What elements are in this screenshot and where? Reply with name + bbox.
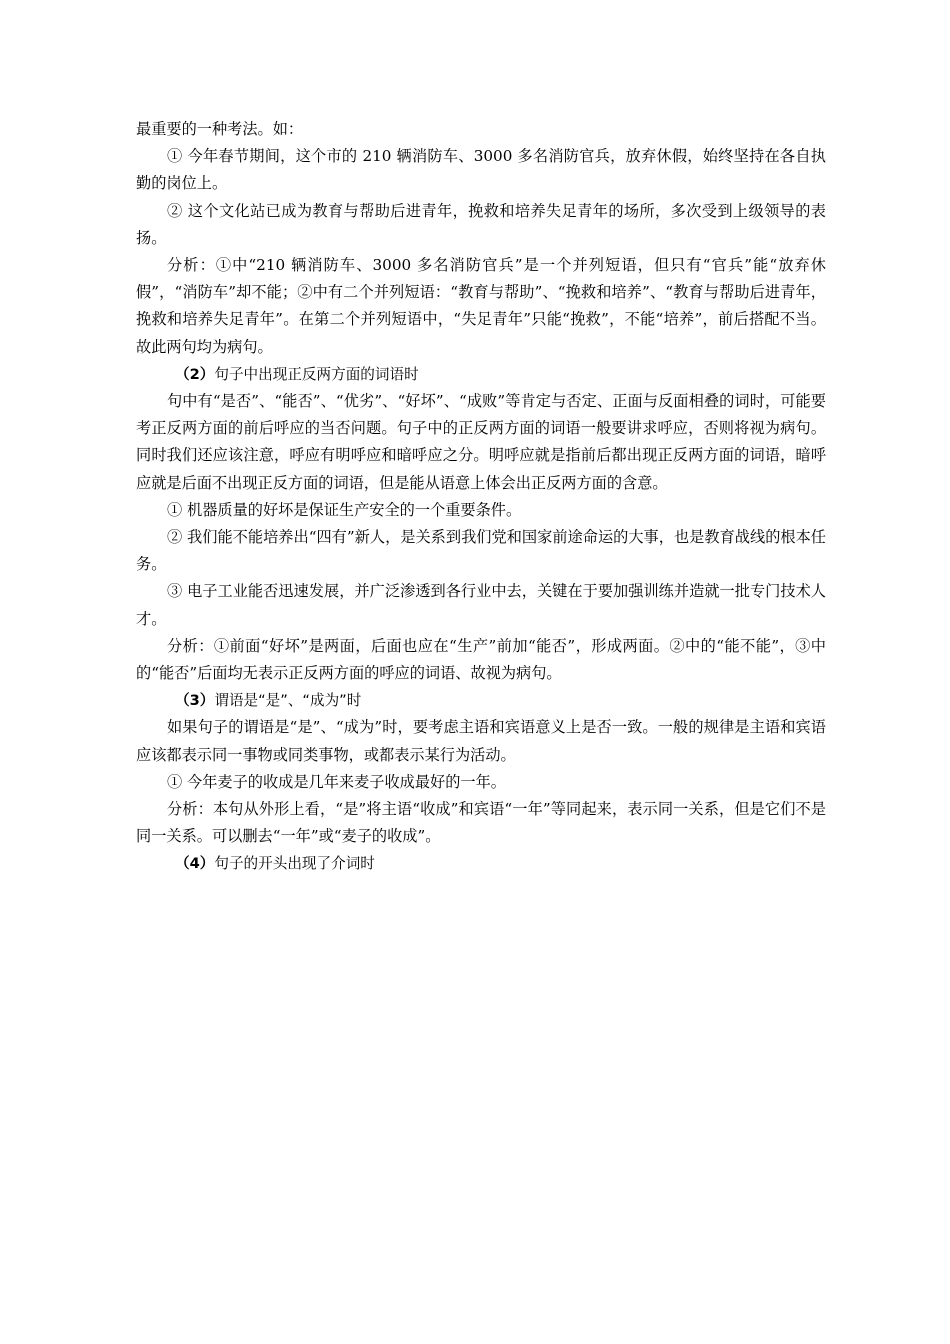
- example-sentence-4: ② 我们能不能培养出“四有”新人，是关系到我们党和国家前途命运的大事，也是教育战线的根本任务。: [136, 528, 826, 574]
- heading-text: 句子的开头出现了介词时: [214, 855, 375, 873]
- example-sentence-6: ① 今年麦子的收成是几年来麦子收成最好的一年。: [167, 772, 506, 791]
- section-heading-2: [136, 361, 826, 388]
- section-heading-3: [136, 687, 826, 714]
- heading-number: （4）: [175, 855, 215, 873]
- heading-number: （3）: [175, 692, 215, 710]
- analysis-paragraph-2: 分析：①前面“好坏”是两面，后面也应在“生产”前加“能否”，形成两面。②中的“能不能”，③中的“能否”后面均无表示正反两方面的呼应的词语、故视为病句。: [136, 636, 826, 683]
- example-sentence-3: ① 机器质量的好坏是保证生产安全的一个重要条件。: [167, 500, 522, 519]
- paragraph-intro: 最重要的一种考法。如：: [136, 120, 304, 138]
- example-sentence-5: ③ 电子工业能否迅速发展，并广泛渗透到各行业中去，关键在于要加强训练并造就一批专门技术人才。: [136, 582, 826, 628]
- heading-text: 句子中出现正反两方面的词语时: [214, 365, 419, 383]
- analysis-paragraph-3: 分析：本句从外形上看，“是”将主语“收成”和宾语“一年”等同起来，表示同一关系，但是它们不是同一关系。可以删去“一年”或“麦子的收成”。: [136, 800, 826, 846]
- section-heading-4: [136, 850, 826, 877]
- explanation-paragraph-2: 句中有“是否”、“能否”、“优劣”、“好坏”、“成败”等肯定与否定、正面与反面相叠的词时，可能要考正反两方面的前后呼应的当否问题。句子中的正反两方面的词语一般要讲求呼应，否则将视为病句。同时我们还应该注意，呼应有明呼应和暗呼应之分。明呼应就是指前后都出现正反两方面的词语，暗呼应就是后面不出现正反方面的词语，但是能从语意上体会出正反两方面的含意。: [136, 392, 826, 492]
- heading-number: （2）: [175, 365, 215, 383]
- analysis-paragraph-1: 分析：①中“210 辆消防车、3000 多名消防官兵”是一个并列短语，但只有“官兵”能“放弃休假”，“消防车”却不能；②中有二个并列短语：“教育与帮助”、“挽救和培养”、“教育与帮助后进青年，挽救和培养失足青年”。在第二个并列短语中，“失足青年”只能“挽救”，不能“培养”，前后搭配不当。故此两句均为病句。: [136, 256, 826, 356]
- document-page: [136, 116, 826, 878]
- explanation-paragraph-3: 如果句子的谓语是“是”、“成为”时，要考虑主语和宾语意义上是否一致。一般的规律是主语和宾语应该都表示同一事物或同类事物，或都表示某行为活动。: [136, 718, 826, 764]
- example-sentence-1: ① 今年春节期间，这个市的 210 辆消防车、3000 多名消防官兵，放弃休假，始终坚持在各自执勤的岗位上。: [136, 147, 826, 193]
- heading-text: 谓语是“是”、“成为”时: [214, 692, 362, 710]
- example-sentence-2: ② 这个文化站已成为教育与帮助后进青年，挽救和培养失足青年的场所，多次受到上级领导的表扬。: [136, 201, 826, 247]
